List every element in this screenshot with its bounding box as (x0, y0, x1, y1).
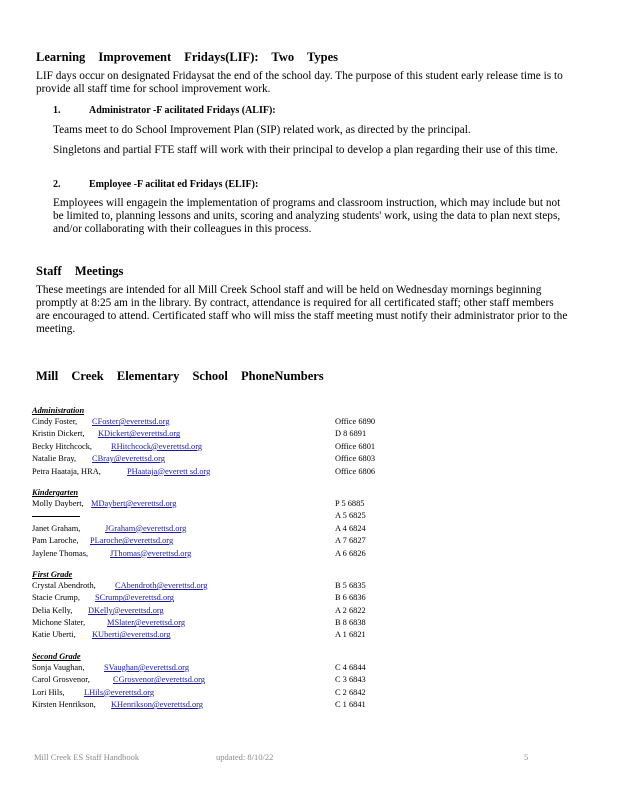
directory-row (32, 674, 592, 686)
directory-group-title: First Grade (32, 569, 73, 579)
staff-name: Petra Haataja, HRA, (32, 466, 101, 476)
staff-phone: Office 6801 (335, 441, 376, 451)
staff-phone: A 1 6821 (335, 630, 366, 640)
lif-item-1-number: 1. (53, 105, 61, 116)
staff-email-link[interactable]: CGrosvenor@everettsd.org (113, 675, 205, 685)
lif-item-2-para-1: Employees will engagein the implementation of programs and classroom instruction, which may include but not be limited to, planning lessons and units, scoring and analyzing students' work, using the data to plan next steps, and/or collaborating with their colleagues in this process. (53, 197, 561, 235)
directory-row (32, 523, 592, 535)
staff-phone: Office 6806 (335, 466, 376, 476)
lif-item-1-title (53, 105, 276, 116)
staff-phone: A 7 6827 (335, 536, 366, 546)
staff-email-link[interactable]: CFoster@everettsd.org (92, 417, 170, 426)
staff-name: Janet Graham, (32, 523, 81, 533)
staff-email-link[interactable]: SVaughan@everettsd.org (104, 662, 190, 672)
staff-phone: B 5 6835 (335, 580, 366, 590)
staff-phone: C 3 6843 (335, 675, 366, 685)
staff-name: Carol Grosvenor, (32, 675, 90, 685)
footer-page-number: 5 (524, 752, 529, 762)
directory-row (32, 699, 592, 711)
directory-row (32, 605, 592, 617)
staff-phone: A 2 6822 (335, 605, 366, 615)
staff-email-link[interactable]: RHitchcock@everettsd.org (111, 441, 203, 451)
staff-phone: C 4 6844 (335, 662, 366, 672)
staff-name: Katie Uberti, (32, 630, 76, 640)
staff-phone: B 8 6838 (335, 618, 366, 628)
staff-name: Delia Kelly, (32, 605, 73, 615)
staff-name: Natalie Bray, (32, 454, 77, 464)
lif-intro: LIF days occur on designated Fridaysat the end of the school day. The purpose of this student early release time is to provide all staff time for school improvement work. (36, 70, 563, 95)
directory-row (32, 510, 592, 522)
staff-phone: P 5 6885 (335, 498, 365, 508)
lif-heading: Learning Improvement Fridays(LIF): Two Types (36, 50, 339, 64)
staff-email-link[interactable]: DKelly@everettsd.org (88, 605, 164, 615)
lif-item-2-label: Employee -F acilitat ed Fridays (ELIF): (89, 179, 259, 190)
staff-name: Molly Daybert, (32, 498, 84, 508)
lif-item-2-number: 2. (53, 179, 61, 190)
staff-name: Kristin Dickert, (32, 429, 85, 439)
directory-row (32, 498, 592, 510)
staff-name: Michone Slater, (32, 618, 86, 628)
group-spacer (32, 642, 592, 650)
lif-item-1-para-2: Singletons and partial FTE staff will work with their principal to develop a plan regarding their use of this time. (53, 144, 558, 156)
directory-row (32, 466, 592, 478)
staff-phone: A 5 6825 (335, 511, 366, 521)
staff-name: Crystal Abendroth, (32, 580, 96, 590)
footer-title: Mill Creek ES Staff Handbook (34, 752, 140, 762)
staff-email-link[interactable]: JThomas@everettsd.org (110, 548, 192, 558)
staff-email-link[interactable]: PHaataja@everett sd.org (127, 466, 211, 476)
directory-row (32, 428, 592, 440)
separator-line (32, 510, 80, 519)
staff-name: Pam Laroche, (32, 536, 79, 546)
staff-name: Kirsten Henrikson, (32, 700, 96, 710)
staff-email-link[interactable]: PLaroche@everettsd.org (90, 536, 174, 546)
staff-email-link[interactable]: CAbendroth@everettsd.org (115, 580, 208, 590)
directory-group-title: Administration (32, 406, 85, 415)
directory-row (32, 416, 592, 428)
staff-name: Cindy Foster, (32, 417, 78, 426)
staff-email-link[interactable]: LHils@everettsd.org (84, 687, 155, 697)
footer-updated: updated: 8/10/22 (216, 752, 274, 762)
staff-phone: A 4 6824 (335, 523, 366, 533)
directory-row (32, 687, 592, 699)
directory-row (32, 453, 592, 465)
directory-group-title: Kindergarten (32, 487, 79, 497)
staff-email-link[interactable]: JGraham@everettsd.org (105, 523, 187, 533)
staff-name: Sonja Vaughan, (32, 662, 85, 672)
staff-meetings-heading: Staff Meetings (36, 264, 124, 278)
staff-name: Becky Hitchcock, (32, 441, 92, 451)
directory-row (32, 592, 592, 604)
lif-item-1-para-1: Teams meet to do School Improvement Plan (SIP) related work, as directed by the principal. (53, 124, 471, 136)
group-spacer (32, 478, 592, 486)
directory-row (32, 617, 592, 629)
directory-row (32, 535, 592, 547)
group-spacer (32, 560, 592, 568)
staff-email-link[interactable]: KHenrikson@everettsd.org (111, 700, 203, 710)
staff-name: Stacie Crump, (32, 593, 80, 603)
lif-item-1-label: Administrator -F acilitated Fridays (ALIF): (89, 105, 276, 116)
directory-row (32, 662, 592, 674)
staff-email-link[interactable]: KUberti@everettsd.org (92, 630, 171, 640)
directory-row (32, 441, 592, 453)
staff-name: Lori Hils, (32, 687, 65, 697)
directory-row (32, 548, 592, 560)
staff-phone: B 6 6836 (335, 593, 366, 603)
staff-phone: Office 6890 (335, 417, 376, 426)
staff-email-link[interactable]: MDaybert@everettsd.org (91, 498, 177, 508)
staff-meetings-text: These meetings are intended for all Mill Creek School staff and will be held on Wednesday mornings beginning promptly at 8:25 am in the library. By contract, attendance is required for all certificated staff; other staff members are encouraged to attend. Certificated staff who will miss the staff meeting must notify their administrator prior to the meeting. (36, 284, 568, 335)
staff-email-link[interactable]: CBray@everettsd.org (92, 454, 165, 464)
staff-name: Jaylene Thomas, (32, 548, 89, 558)
staff-phone: C 2 6842 (335, 687, 366, 697)
directory-row (32, 629, 592, 641)
staff-phone: D 8 6891 (335, 429, 367, 439)
staff-email-link[interactable]: SCrump@everettsd.org (95, 593, 174, 603)
directory-heading: Mill Creek Elementary School PhoneNumbers (36, 369, 324, 383)
phone-directory (32, 404, 592, 711)
staff-phone: A 6 6826 (335, 548, 366, 558)
directory-row (32, 580, 592, 592)
staff-phone: C 1 6841 (335, 700, 366, 710)
lif-item-2-title (53, 179, 258, 190)
staff-phone: Office 6803 (335, 454, 376, 464)
staff-email-link[interactable]: MSlater@everettsd.org (107, 618, 186, 628)
directory-group-title: Second Grade (32, 651, 81, 661)
staff-email-link[interactable]: KDickert@everettsd.org (98, 429, 181, 439)
